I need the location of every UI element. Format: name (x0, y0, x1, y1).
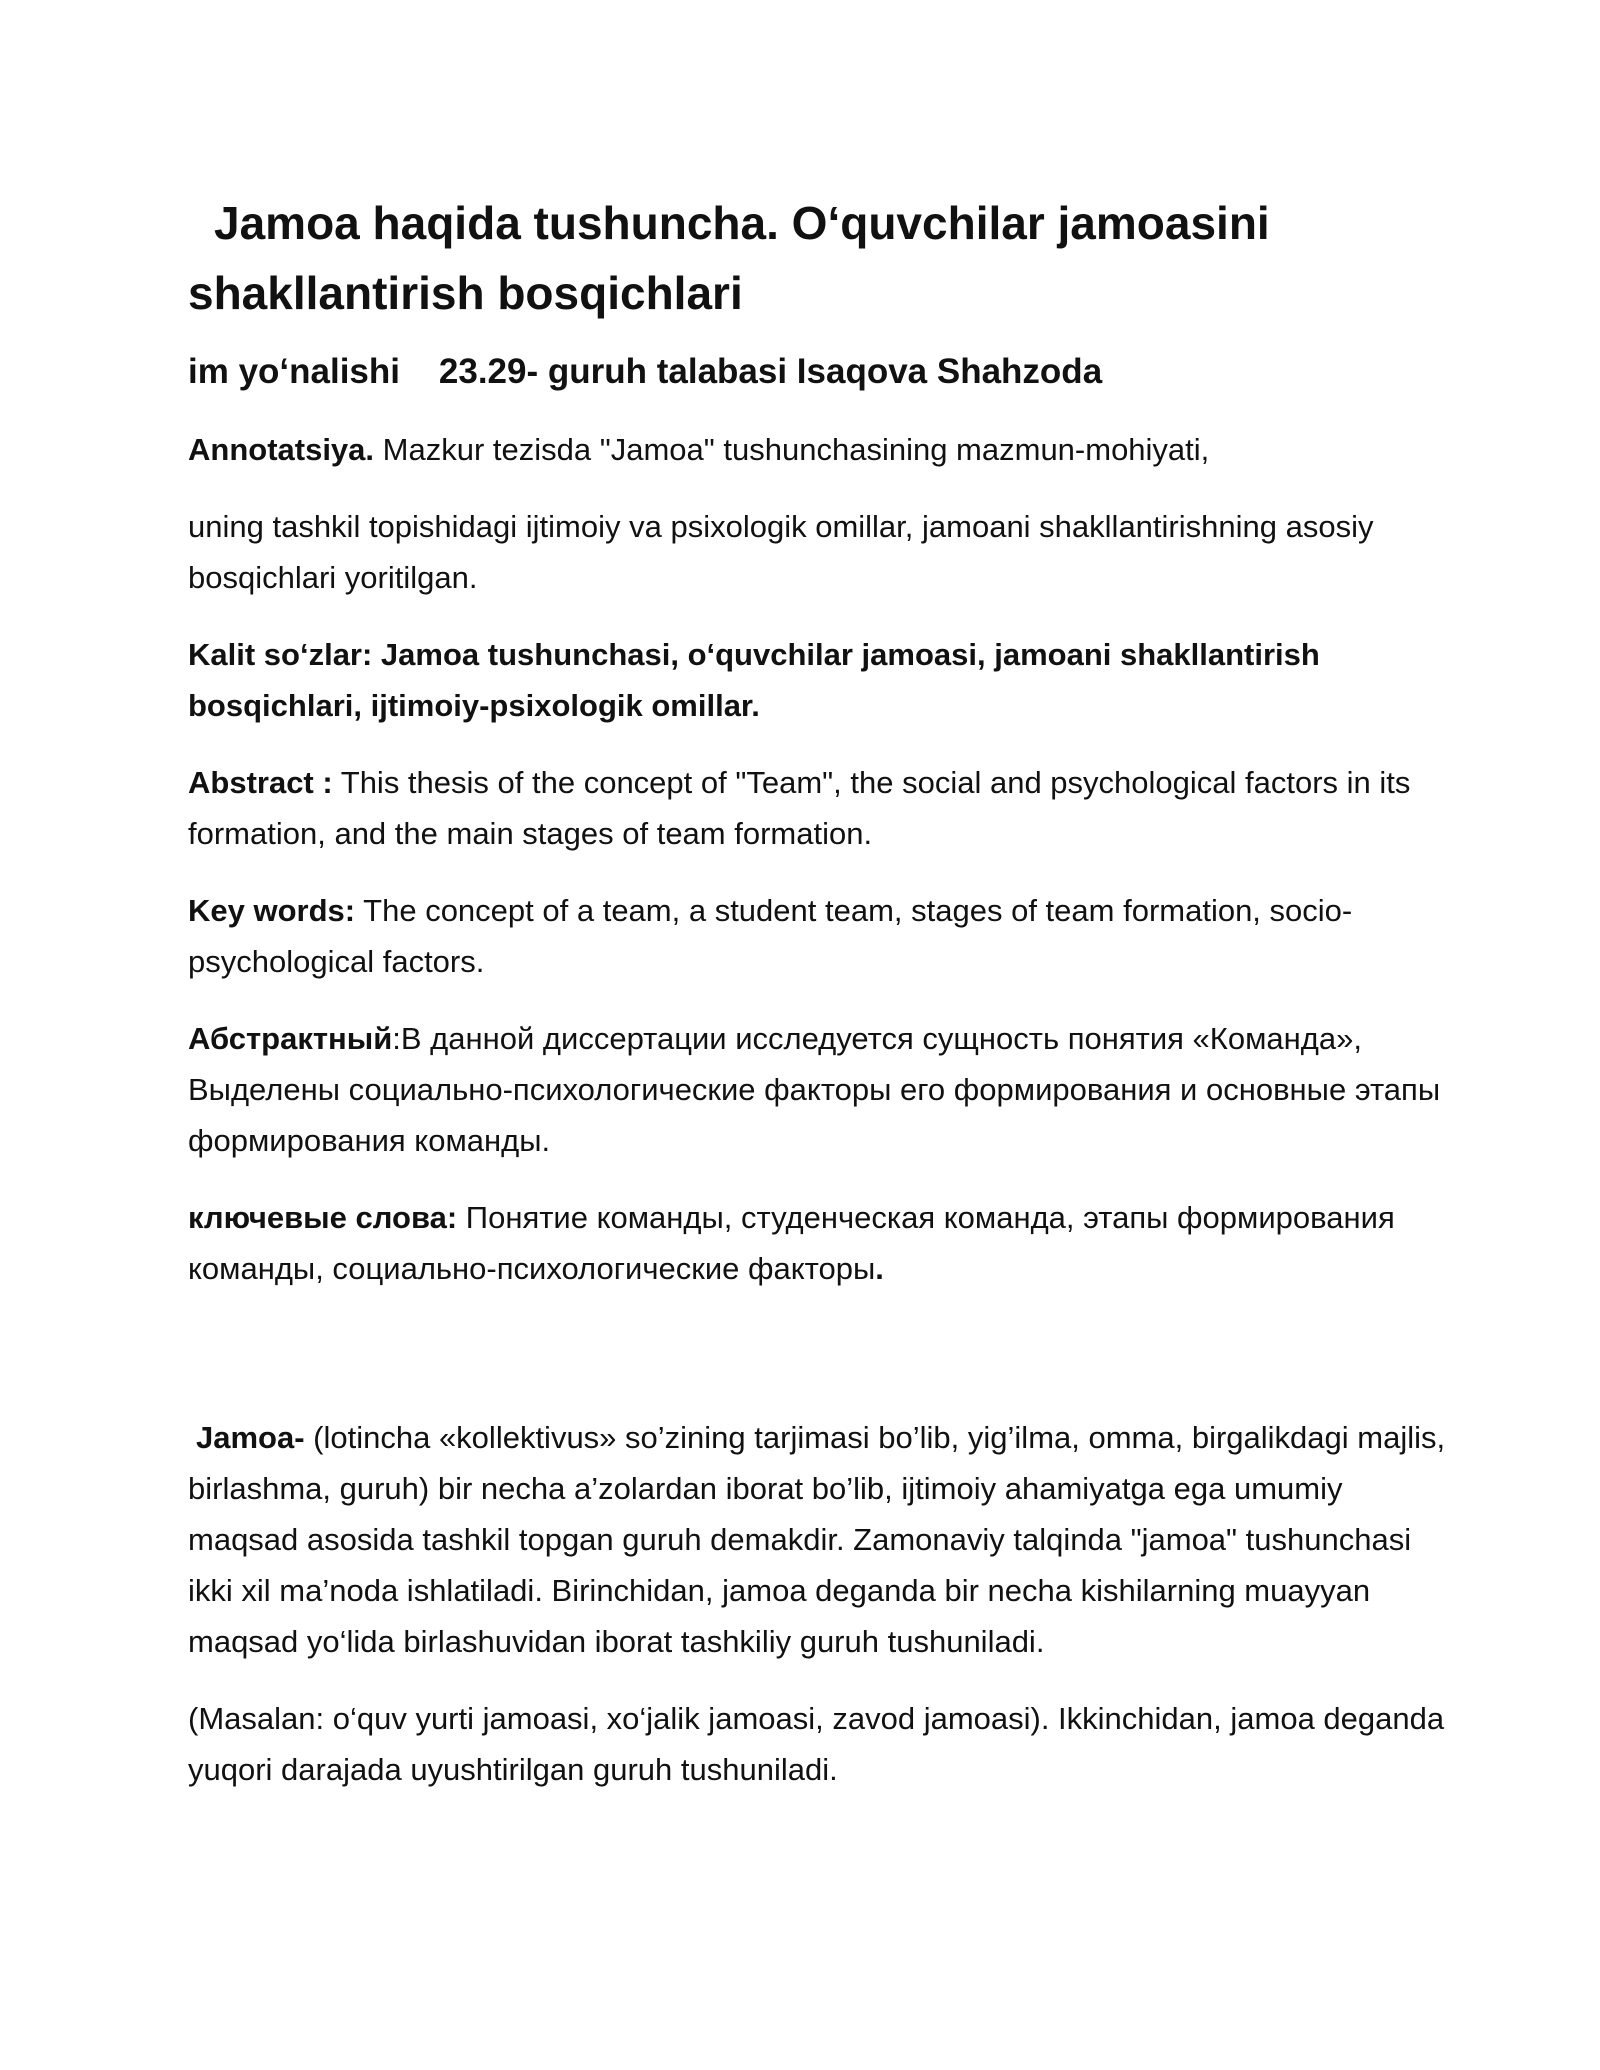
keywords-ru-paragraph (188, 1192, 1448, 1294)
author-line: im yo‘nalishi 23.29- guruh talabasi Isaqova Shahzoda (188, 352, 1103, 391)
keywords-en-text: The concept of a team, a student team, stages of team formation, socio-psychological factors. (188, 893, 1353, 979)
abstract-label: Abstract : (188, 765, 333, 800)
annotation-label: Annotatsiya. (188, 432, 375, 467)
abstract-ru-label: Абстрактный (188, 1021, 393, 1056)
keywords-en-paragraph (188, 885, 1448, 987)
annotation-continuation: uning tashkil topishidagi ijtimoiy va psixologik omillar, jamoani shakllantirishning asosiy bosqichlari yoritilgan. (188, 509, 1374, 595)
keywords-en-label: Key words: (188, 893, 356, 928)
document-page (188, 188, 1448, 1821)
abstract-paragraph (188, 757, 1448, 859)
title-line-2: shakllantirish bosqichlari (188, 267, 743, 319)
annotation-text: Mazkur tezisda "Jamoa" tushunchasining mazmun-mohiyati, (374, 432, 1210, 467)
document-title (188, 188, 1448, 328)
title-line-1: Jamoa haqida tushuncha. O‘quvchilar jamoasini (214, 197, 1270, 249)
abstract-text: This thesis of the concept of "Team", the social and psychological factors in its formation, and the main stages of team formation. (188, 765, 1411, 851)
abstract-ru-paragraph (188, 1013, 1448, 1166)
annotation-paragraph (188, 424, 1448, 475)
body-paragraph-1 (188, 1412, 1448, 1667)
keywords-uz: Kalit so‘zlar: Jamoa tushunchasi, o‘quvchilar jamoasi, jamoani shakllantirish bosqichlari, ijtimoiy-psixologik omillar. (188, 637, 1320, 723)
keywords-ru-end: . (875, 1251, 884, 1286)
keywords-ru-text: Понятие команды, студенческая команда, этапы формирования команды, социально-психологические факторы (188, 1200, 1395, 1286)
keywords-ru-label: ключевые слова: (188, 1200, 458, 1235)
body-term-label: Jamoa- (196, 1420, 305, 1455)
body-paragraph-1-text: (lotincha «kollektivus» so’zining tarjimasi bo’lib, yig’ilma, omma, birgalikdagi majlis, birlashma, guruh) bir necha a’zolardan iborat bo’lib, ijtimoiy ahamiyatga ega umumiy maqsad asosida tashkil topgan guruh demakdir. Zamonaviy talqinda "jamoa" tushunchasi ikki xil ma’noda ishlatiladi. Birinchidan, jamoa deganda bir necha kishilarning muayyan maqsad yo‘lida birlashuvidan iborat tashkiliy guruh tushuniladi. (188, 1420, 1446, 1659)
body-paragraph-2: (Masalan: o‘quv yurti jamoasi, xo‘jalik jamoasi, zavod jamoasi). Ikkinchidan, jamoa deganda yuqori darajada uyushtirilgan guruh tushuniladi. (188, 1701, 1445, 1787)
abstract-ru-text: :В данной диссертации исследуется сущность понятия «Команда», Выделены социально-психологические факторы его формирования и основные этапы формирования команды. (188, 1021, 1441, 1158)
